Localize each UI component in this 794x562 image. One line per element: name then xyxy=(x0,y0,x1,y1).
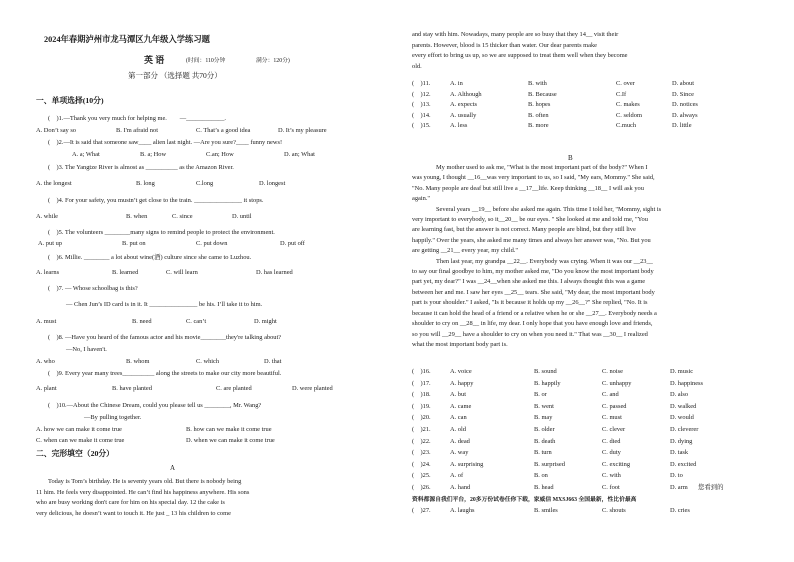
exam-time: (时间：110分钟 xyxy=(186,58,226,64)
option-c: C. when can we make it come true xyxy=(36,437,125,444)
option-c: C. That’s a good idea xyxy=(196,127,251,134)
option-b: B. surprised xyxy=(534,460,565,468)
option-d: D. cries xyxy=(670,507,690,514)
row-note: 您看到的 xyxy=(698,484,724,491)
question-number: ( )19. xyxy=(412,402,431,410)
passage-line: 11 him. He feels very disappointed. He can’t find his happiness anywhere. His sons xyxy=(36,488,250,496)
question-stem: ( )9. Every year many trees__________ along the streets to make our city more beautiful. xyxy=(48,370,282,377)
option-b: B. hopes xyxy=(528,101,551,108)
option-a: A. voice xyxy=(450,368,472,375)
option-c: C. shouts xyxy=(602,507,626,514)
option-d: D. arm xyxy=(670,484,688,491)
option-c: C. and xyxy=(602,391,619,399)
option-c: C. noise xyxy=(602,368,623,375)
passage-line: old. xyxy=(412,63,422,71)
passage-line: to say our final goodbye to him, my mother asked me, "Do you know the most important body xyxy=(412,268,654,276)
passage-line: shoulder to cry on __28__ in life, my dear. I only hope that you have enough love and friends, xyxy=(412,320,653,328)
passage-line: very important to everybody, so it__20__ be our eyes. " She looked at me and told me, "You xyxy=(412,216,648,224)
option-a: A. came xyxy=(450,402,472,410)
part-heading: 第一部分 （选择题 共70分） xyxy=(128,71,222,80)
option-c: C. passed xyxy=(602,402,627,410)
option-d: D. were planted xyxy=(292,385,333,392)
option-b: B. whom xyxy=(126,358,150,365)
passage-line: again." xyxy=(412,195,431,203)
option-b: B. put on xyxy=(122,240,146,247)
question-number: ( )21. xyxy=(412,426,431,433)
option-a: A. way xyxy=(450,449,469,457)
question-stem: ( )10.—About the Chinese Dream, could you please tell us ________, Mr. Wang? xyxy=(48,402,262,409)
question-stem: ( )6. Millie. ________ a lot about wine(酒) culture since she came to Luzhou. xyxy=(48,254,252,261)
option-d: D. when we can make it come true xyxy=(186,437,275,444)
question-number: ( )20. xyxy=(412,414,431,422)
passage-line: part yet, my dear?" I was __24__when she asked me this. I always thought this was a game xyxy=(412,278,646,286)
option-c: C. are planted xyxy=(216,385,252,392)
option-b: B. Because xyxy=(528,90,557,98)
question-number: ( )25. xyxy=(412,472,431,480)
section2-heading: 二、完形填空（20分） xyxy=(36,449,114,458)
option-d: D. cleverer xyxy=(670,426,699,433)
passage-line: so you will __29__ have a shoulder to cry on when you need it." That was __30__ I realized xyxy=(412,330,648,338)
option-a: A. surprising xyxy=(450,460,484,468)
option-a: A. of xyxy=(450,472,464,480)
option-d: D. notices xyxy=(672,101,698,108)
option-a: A. old xyxy=(450,426,466,433)
option-c: C.much xyxy=(616,122,637,129)
option-b: B. or xyxy=(534,391,547,399)
question-number: ( )12. xyxy=(412,90,431,98)
passage-line: Several years __19__ before she asked me again. This time I told her, "Mommy, sight is xyxy=(436,205,662,213)
option-b: B. turn xyxy=(534,449,552,457)
option-d: D. happiness xyxy=(670,379,704,387)
option-a: A. hand xyxy=(450,484,471,491)
option-c: C. died xyxy=(602,437,621,445)
option-c: C. seldom xyxy=(616,111,642,119)
option-d: D. music xyxy=(670,368,694,375)
question-stem: ( )3. The Yangtze River is almost as __________ as the Amazon River. xyxy=(48,164,234,171)
watermark-text: 资料都源自我们平台，20多万份试卷任你下载，家威信 MXSJ663 全国最新，性比价最高 xyxy=(412,497,637,503)
option-b: B. may xyxy=(534,414,553,422)
passage-line: Then last year, my grandpa __22__. Everybody was crying. When it was our __23__ xyxy=(436,257,653,265)
question-stem: ( )5. The volunteers ________many signs to remind people to protect the environment. xyxy=(48,229,275,236)
option-b: B. I'm afraid not xyxy=(116,127,158,134)
option-c: C.If xyxy=(616,90,627,98)
option-b: B. a; How xyxy=(140,151,167,158)
option-c: C.long xyxy=(196,180,214,187)
passage-line: between her and me. I saw her eyes __25__ tears. She said, "My dear, the most important body xyxy=(412,288,655,296)
option-c: C. will learn xyxy=(166,269,198,276)
option-a: A. how we can make it come true xyxy=(36,426,122,433)
option-a: A. but xyxy=(450,391,466,399)
option-c: C. makes xyxy=(616,101,640,108)
option-d: D. longest xyxy=(259,180,286,187)
option-d: D. an; What xyxy=(284,151,315,158)
passage-line: part is your shoulder." I asked, "Is it because it holds up my __26__?" She replied, "No. It is xyxy=(412,299,648,307)
question-number: ( )27. xyxy=(412,507,431,514)
option-b: B. learned xyxy=(112,269,139,276)
option-a: A. can xyxy=(450,414,467,422)
question-stem: ( )7. — Whose schoolbag is this? xyxy=(48,285,138,292)
question-number: ( )13. xyxy=(412,101,431,108)
option-b: B. long xyxy=(136,180,155,187)
option-d: D. about xyxy=(672,80,695,87)
question-number: ( )16. xyxy=(412,368,431,375)
option-d: D. that xyxy=(264,358,282,365)
subject-title: 英 语 xyxy=(144,55,165,65)
option-a: A. expects xyxy=(450,101,477,108)
passage-line: happily." Over the years, she asked me many times and always her answer was, "No. But you xyxy=(412,236,651,244)
option-b: B. older xyxy=(534,426,555,433)
question-stem: ( )8. —Have you heard of the famous actor and his movie________they're talking about? xyxy=(48,334,282,341)
passage-line: Today is Tom’s birthday. He is seventy years old. But there is nobody being xyxy=(48,478,242,485)
option-d: D. also xyxy=(670,391,689,399)
option-c: C. clever xyxy=(602,426,626,433)
option-a: A. the longest xyxy=(36,180,72,187)
option-b: B. happily xyxy=(534,379,561,387)
option-a: A. must xyxy=(36,318,57,325)
question-number: ( )18. xyxy=(412,391,431,399)
option-b: B. more xyxy=(528,122,549,129)
option-d: D. Since xyxy=(672,90,695,98)
exam-score: 满分：120分) xyxy=(256,58,290,64)
passage-line: parents. However, blood is 15 thicker than water. Our dear parents make xyxy=(412,41,598,49)
option-d: D. always xyxy=(672,111,698,119)
passage-a xyxy=(36,477,366,520)
passage-line: and stay with him. Nowadays, many people are so busy that they 14__ visit their xyxy=(412,31,619,38)
section1-heading: 一、单项选择(10分) xyxy=(36,96,104,105)
option-c: C. put down xyxy=(196,240,228,247)
option-a: A. happy xyxy=(450,379,474,387)
question-number: ( )26. xyxy=(412,484,431,491)
option-b: B. sound xyxy=(534,368,557,375)
option-d: D. walked xyxy=(670,402,697,410)
option-a: A. while xyxy=(36,213,59,220)
question-number: ( )24. xyxy=(412,460,431,468)
option-a: A. Don’t say so xyxy=(36,127,77,134)
passage-line: "No. Many people are deaf but still live a __17__life. Keep thinking __18__ I will ask you xyxy=(412,184,644,192)
question-stem-cont: —No, I haven't. xyxy=(66,346,107,353)
option-c: C. must xyxy=(602,414,622,422)
passage-line: because it can hold the head of a friend or a relative when he or she __27__. Everybody needs a xyxy=(412,309,657,317)
option-b: B. went xyxy=(534,402,554,410)
question-number: ( )22. xyxy=(412,437,431,445)
option-a: A. usually xyxy=(450,111,477,119)
option-a: A. learns xyxy=(36,269,60,276)
passage-line: was young, I thought __16__was very important to us, so I said, "My ears, Mommy." She said, xyxy=(412,174,655,182)
option-d: D. little xyxy=(672,122,692,129)
question-number: ( )11. xyxy=(412,80,431,87)
option-d: D. task xyxy=(670,449,689,457)
passage-b-label: B xyxy=(568,154,573,162)
passage-b xyxy=(412,163,752,350)
option-c: C. can’t xyxy=(186,318,207,325)
option-b: B. head xyxy=(534,484,554,491)
option-a: A. Although xyxy=(450,90,482,98)
option-c: C. unhappy xyxy=(602,379,632,387)
option-b: B. have planted xyxy=(112,385,152,392)
option-a: A. who xyxy=(36,358,55,365)
question-number: ( )17. xyxy=(412,379,431,387)
option-a: A. in xyxy=(450,80,463,87)
question-stem-cont: —By pulling together. xyxy=(84,414,142,421)
option-c: C. over xyxy=(616,80,635,87)
option-b: B. with xyxy=(528,80,547,87)
passage-line: every effort to bring us up, so we are supposed to treat them well when they become xyxy=(412,52,628,60)
passage-line: what the most important body part is. xyxy=(412,340,508,348)
question-number: ( )14. xyxy=(412,111,431,119)
question-stem: ( )4. For your safety, you mustn’t get close to the train. _______________ it stops. xyxy=(48,197,264,204)
option-c: C. with xyxy=(602,472,621,480)
option-d: D. dying xyxy=(670,437,693,445)
passage-line: are getting __21__ every year, my child." xyxy=(412,247,518,255)
option-d: D. It’s my pleasure xyxy=(278,127,327,134)
option-c: C. exciting xyxy=(602,460,631,468)
passage-a-continued xyxy=(412,30,752,73)
passage-line: are learning fast, but the answer is not correct. Many people are blind, but they still live xyxy=(412,226,636,234)
option-d: D. excited xyxy=(670,460,697,468)
question-number: ( )15. xyxy=(412,122,431,129)
option-b: B. how can we make it come true xyxy=(186,426,272,433)
question-number: ( )23. xyxy=(412,449,431,457)
option-a: A. less xyxy=(450,122,468,129)
question-stem-cont: — Chen Jun’s ID card is in it. It _______________ be his. I’ll take it to him. xyxy=(66,301,263,308)
option-a: A. plant xyxy=(36,385,57,392)
option-b: B. death xyxy=(534,437,556,445)
option-c: C. foot xyxy=(602,484,620,491)
passage-line: very delicious, he doesn’t want to touch it. He just _ 13 his children to come xyxy=(36,510,231,518)
passage-a-label: A xyxy=(170,464,176,472)
option-b: B. when xyxy=(126,213,148,220)
option-c: C. duty xyxy=(602,449,621,457)
exam-title: 2024年春期泸州市龙马潭区九年级入学练习题 xyxy=(44,35,210,44)
option-c: C. which xyxy=(196,358,220,365)
option-b: B. often xyxy=(528,111,549,119)
option-d: D. put off xyxy=(280,240,305,247)
passage-line: who are busy working don't care for him on his special day. 12 the cake is xyxy=(36,499,225,507)
option-a: A. put up xyxy=(38,240,62,247)
option-a: A. a; What xyxy=(72,151,100,158)
option-b: B. on xyxy=(534,472,548,480)
option-d: D. until xyxy=(232,213,252,220)
option-d: D. to xyxy=(670,472,683,480)
question-stem: ( )2.—It is said that someone saw____ alien last night. —Are you sure?____ funny news! xyxy=(48,139,283,146)
option-c: C. since xyxy=(172,213,193,220)
option-d: D. might xyxy=(254,318,277,325)
option-a: A. laughs xyxy=(450,507,475,514)
option-b: B. smiles xyxy=(534,507,558,514)
passage-line: My mother used to ask me, "What is the most important part of the body?" When I xyxy=(436,164,648,171)
question-stem: ( )1.—Thank you very much for helping me. —____________. xyxy=(48,115,227,122)
option-d: D. has learned xyxy=(256,269,293,276)
option-c: C.an; How xyxy=(206,151,234,158)
option-b: B. need xyxy=(132,318,152,325)
option-a: A. dead xyxy=(450,437,470,445)
option-d: D. would xyxy=(670,414,694,422)
